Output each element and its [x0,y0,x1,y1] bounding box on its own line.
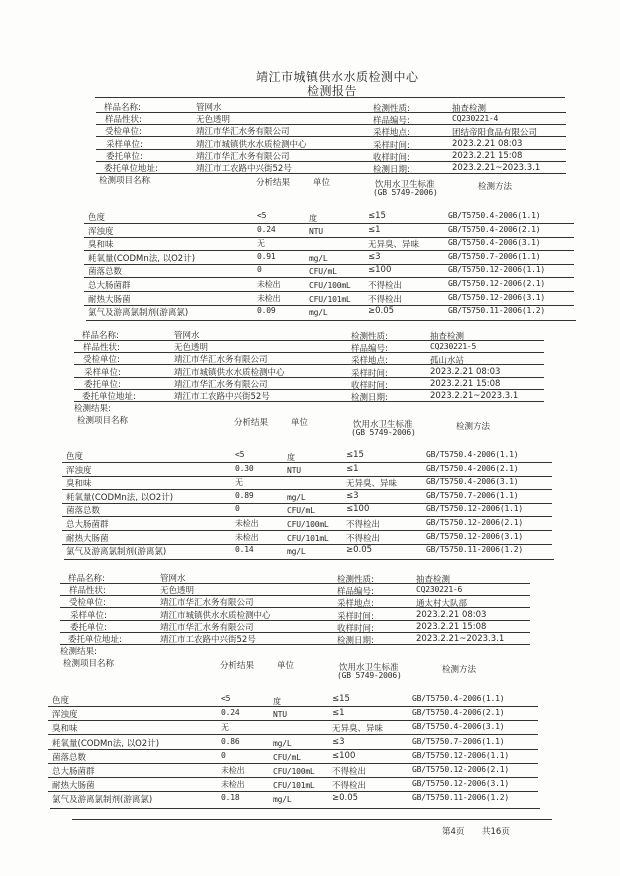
row-rule [74,352,544,353]
report-title: 检测报告 [307,84,358,98]
item-unit: 度 [309,214,317,223]
row-rule [60,595,530,596]
col-unit: 单位 [291,418,309,429]
item-standard: ≤15 [346,450,364,460]
value-sample-site: 孤山水站 [430,356,465,367]
item-name: 浑浊度 [88,226,114,237]
item-result: 无 [235,478,243,488]
row-rule [48,706,538,707]
label-sampler: 采样单位: [70,610,107,621]
item-standard: 不得检出 [368,294,403,305]
row-rule [48,791,538,792]
row-rule [64,559,554,560]
item-name: 耐热大肠菌 [52,781,95,792]
item-standard: ≥0.05 [368,306,395,317]
item-method: GB/T5750.12-2006(3.1) [426,531,523,541]
item-method: GB/T5750.7-2006(1.1) [426,490,519,500]
item-unit: mg/L [273,795,292,805]
col-std1: 饮用水卫生标准 [353,420,413,431]
item-result: 0 [221,750,226,760]
label-item: 检测项目名称 [99,176,151,187]
value-sampler: 靖江市城镇供水水质检测中心 [160,610,271,621]
item-method: GB/T5750.12-2006(2.1) [448,279,545,288]
row-rule [74,401,544,402]
item-result: 无 [257,239,265,249]
label-sample-nature: 样品性状: [83,343,120,354]
row-rule [96,136,566,137]
item-result: 未检出 [257,293,281,303]
row-rule [60,644,530,645]
item-name: 耗氧量(CODMn法, 以O2计) [52,738,160,749]
item-standard: ≤3 [368,251,381,262]
item-method: GB/T5750.12-2006(1.1) [412,750,509,760]
row-rule [48,763,538,764]
value-sample-site: 团结帝阳食品有限公司 [452,128,538,139]
row-rule [96,124,566,125]
item-unit: mg/L [273,738,292,748]
item-name: 菌落总数 [66,506,101,517]
item-result: 0.24 [221,708,240,718]
value-sample-no: CQ230221-4 [452,114,499,124]
label-client: 受检单位: [83,355,120,366]
label-entrusting-addr: 委托单位地址: [68,635,122,645]
label-item: 检测项目名称 [77,416,129,427]
label-sample-no: 样品编号: [337,587,374,598]
item-name: 总大肠菌群 [88,281,131,291]
label-sample-nature: 样品性状: [69,586,106,597]
col-std1: 饮用水卫生标准 [375,180,435,191]
item-standard: ≤1 [346,463,359,474]
label-entrusting-addr: 委托单位地址: [104,164,158,174]
item-standard: 不得检出 [346,533,381,544]
value-sample-time: 2023.2.21 08:03 [416,609,487,620]
col-std2: (GB 5749-2006) [373,188,438,198]
item-method: GB/T5750.12-2006(3.1) [412,779,509,789]
item-unit: CFU/mL [287,506,315,516]
item-unit: mg/L [309,308,328,318]
item-result: <5 [221,694,231,703]
org-title: 靖江市城镇供水水质检测中心 [256,70,419,84]
item-standard: 不得检出 [332,781,367,792]
item-name: 色度 [88,213,106,223]
page-total: 共16页 [482,827,510,837]
col-std2: (GB 5749-2006) [337,671,402,681]
item-name: 菌落总数 [88,267,123,278]
label-detect-date: 检测日期: [337,636,374,646]
item-result: 0.14 [235,545,254,555]
item-standard: ≤3 [332,736,345,747]
value-entrusting-addr: 靖江市工农路中兴街52号 [196,164,292,174]
item-unit: CFU/100mL [273,767,315,776]
item-standard: 不得检出 [346,520,381,530]
label-result: 检测结果: [60,647,97,658]
value-client: 靖江市华汇水务有限公司 [160,598,254,609]
value-sample-nature: 无色透明 [174,343,209,354]
item-name: 耗氧量(CODMn法, 以O2计) [66,492,174,503]
row-rule [50,808,540,809]
col-std1: 饮用水卫生标准 [339,663,399,674]
header-rule [95,97,565,98]
item-method: GB/T5750.4-2006(2.1) [426,463,519,473]
item-unit: NTU [287,465,301,475]
item-unit: mg/L [287,492,306,502]
label-entrusting: 委托单位: [84,379,121,390]
item-unit: mg/L [287,547,306,557]
value-detect-nature: 抽查检测 [416,575,451,585]
item-name: 总大肠菌群 [52,767,95,777]
value-sample-name: 管网水 [196,103,222,113]
label-entrusting-addr: 委托单位地址: [82,392,136,402]
value-entrusting-addr: 靖江市工农路中兴街52号 [160,635,256,645]
item-unit: CFU/100mL [287,520,329,529]
item-standard: 无异臭、异味 [346,479,398,490]
col-result: 分析结果 [220,661,255,672]
item-method: GB/T5750.7-2006(1.1) [448,251,541,261]
item-method: GB/T5750.4-2006(1.1) [412,694,505,703]
row-rule [86,320,576,321]
label-detect-nature: 检测性质: [373,104,410,114]
value-detect-date: 2023.2.21~2023.3.1 [416,634,505,644]
item-method: GB/T5750.4-2006(3.1) [426,477,519,487]
item-unit: NTU [273,710,287,720]
item-result: 未检出 [235,532,259,542]
value-sample-nature: 无色透明 [196,115,231,126]
row-rule [60,632,530,633]
item-method: GB/T5750.11-2006(1.2) [448,306,545,316]
col-method: 检测方法 [456,422,491,433]
value-sample-no: CQ230221-5 [430,342,477,352]
item-result: 0 [235,504,240,514]
item-standard: ≤100 [368,265,392,276]
item-name: 浑浊度 [66,465,92,476]
col-method: 检测方法 [478,182,513,193]
item-unit: mg/L [309,253,328,263]
item-standard: ≥0.05 [346,545,373,556]
col-std2: (GB 5749-2006) [351,428,416,438]
item-result: 0.24 [257,224,276,234]
page-number: 第4页 [442,827,465,837]
label-sampler: 采样单位: [84,367,121,378]
item-method: GB/T5750.4-2006(2.1) [448,224,541,234]
label-receive-time: 收样时间: [337,623,374,634]
footer-rule [72,819,552,820]
label-sample-time: 采样时间: [337,611,374,622]
item-result: 0.86 [221,736,240,746]
value-entrusting: 靖江市华汇水务有限公司 [160,622,254,633]
value-detect-nature: 抽查检测 [452,104,487,114]
label-sample-name: 样品名称: [82,331,119,341]
row-rule [96,112,566,113]
col-unit: 单位 [277,661,295,672]
item-result: 0.30 [235,463,254,473]
value-sample-site: 通太村大队部 [416,599,468,610]
item-method: GB/T5750.7-2006(1.1) [412,736,505,746]
item-name: 总大肠菌群 [66,520,109,530]
col-unit: 单位 [313,178,331,189]
item-unit: CFU/mL [273,752,301,762]
label-sample-site: 采样地点: [337,599,374,610]
label-detect-nature: 检测性质: [351,332,388,342]
item-unit: CFU/101mL [287,533,329,543]
col-result: 分析结果 [234,418,269,429]
item-method: GB/T5750.12-2006(1.1) [426,504,523,514]
label-sample-no: 样品编号: [373,116,410,127]
value-receive-time: 2023.2.21 15:08 [416,621,487,632]
row-rule [60,620,530,621]
item-unit: CFU/mL [309,267,337,277]
label-receive-time: 收样时间: [351,380,388,391]
row-rule [74,389,544,390]
label-item: 检测项目名称 [63,659,115,670]
value-sample-name: 管网水 [174,331,200,341]
item-standard: 无异臭、异味 [332,724,384,735]
value-sample-time: 2023.2.21 08:03 [430,366,501,377]
label-sampler: 采样单位: [106,139,143,150]
item-unit: CFU/100mL [309,281,351,290]
item-result: 未检出 [235,519,259,528]
value-sampler: 靖江市城镇供水水质检测中心 [174,367,285,378]
row-rule [74,340,544,341]
value-sample-time: 2023.2.21 08:03 [452,138,523,149]
row-rule [96,173,566,174]
label-sample-site: 采样地点: [351,356,388,367]
item-result: 0.89 [235,490,254,500]
item-name: 臭和味 [52,724,78,735]
value-sample-no: CQ230221-6 [416,585,463,595]
item-method: GB/T5750.12-2006(3.1) [448,292,545,302]
row-rule [96,161,566,162]
item-result: <5 [235,450,245,459]
item-result: 0.91 [257,251,276,261]
value-sample-nature: 无色透明 [160,586,195,597]
item-result: 未检出 [257,280,281,289]
item-standard: 不得检出 [368,281,403,291]
label-entrusting: 委托单位: [70,622,107,633]
item-result: 无 [221,723,229,733]
item-result: 0.18 [221,793,240,803]
item-standard: ≤100 [332,750,356,761]
value-sample-name: 管网水 [160,574,186,584]
label-sample-no: 样品编号: [351,344,388,355]
item-name: 耗氧量(CODMn法, 以O2计) [88,253,196,264]
row-rule [74,377,544,378]
item-method: GB/T5750.11-2006(1.2) [426,545,523,555]
value-detect-date: 2023.2.21~2023.3.1 [452,163,541,173]
item-method: GB/T5750.4-2006(3.1) [412,722,505,732]
row-rule [60,583,530,584]
item-standard: 无异臭、异味 [368,240,420,251]
label-sample-nature: 样品性状: [105,115,142,126]
col-result: 分析结果 [256,178,291,189]
item-standard: ≥0.05 [332,793,359,804]
item-unit: NTU [309,226,323,236]
row-rule [74,364,544,365]
item-method: GB/T5750.12-2006(2.1) [412,765,509,774]
item-result: 未检出 [221,780,245,790]
row-rule [48,749,538,750]
label-detect-date: 检测日期: [373,165,410,175]
item-name: 臭和味 [88,240,114,251]
label-detect-date: 检测日期: [351,393,388,403]
row-rule [48,734,538,735]
value-detect-nature: 抽查检测 [430,332,465,342]
item-standard: ≤100 [346,504,370,515]
item-name: 氯气及游离氯制剂(游离氯) [52,795,153,806]
label-client: 受检单位: [105,127,142,138]
item-standard: ≤15 [332,694,350,704]
item-standard: 不得检出 [332,767,367,777]
label-entrusting: 委托单位: [106,151,143,162]
item-method: GB/T5750.4-2006(1.1) [426,450,519,459]
item-method: GB/T5750.12-2006(1.1) [448,265,545,275]
item-standard: ≤15 [368,211,386,221]
item-standard: ≤1 [368,224,381,235]
item-unit: CFU/101mL [309,294,351,304]
value-entrusting-addr: 靖江市工农路中兴街52号 [174,392,270,402]
item-result: 未检出 [221,766,245,775]
item-result: 0.09 [257,306,276,316]
item-name: 耐热大肠菌 [88,294,131,305]
row-rule [48,720,538,721]
label-sample-time: 采样时间: [351,368,388,379]
label-receive-time: 收样时间: [373,152,410,163]
item-name: 耐热大肠菌 [66,533,109,544]
value-client: 靖江市华汇水务有限公司 [196,127,290,138]
value-entrusting: 靖江市华汇水务有限公司 [174,379,268,390]
label-sample-time: 采样时间: [373,140,410,151]
row-rule [60,607,530,608]
item-method: GB/T5750.12-2006(2.1) [426,518,523,527]
value-receive-time: 2023.2.21 15:08 [430,378,501,389]
row-rule [48,777,538,778]
label-sample-name: 样品名称: [104,103,141,113]
item-method: GB/T5750.4-2006(1.1) [448,211,541,220]
value-detect-date: 2023.2.21~2023.3.1 [430,391,519,401]
value-receive-time: 2023.2.21 15:08 [452,150,523,161]
item-method: GB/T5750.4-2006(2.1) [412,708,505,718]
item-name: 色度 [66,452,84,462]
item-name: 菌落总数 [52,752,87,763]
item-unit: 度 [287,453,295,462]
item-name: 臭和味 [66,479,92,490]
label-sample-name: 样品名称: [68,574,105,584]
value-entrusting: 靖江市华汇水务有限公司 [196,151,290,162]
label-detect-nature: 检测性质: [337,575,374,585]
item-result: 0 [257,265,262,275]
item-method: GB/T5750.4-2006(3.1) [448,238,541,248]
label-result: 检测结果: [74,404,111,415]
item-name: 浑浊度 [52,710,78,721]
item-name: 氯气及游离氯制剂(游离氯) [66,547,167,558]
value-sampler: 靖江市城镇供水水质检测中心 [196,139,307,150]
item-name: 色度 [52,696,70,706]
item-standard: ≤1 [332,708,345,719]
row-rule [96,149,566,150]
label-sample-site: 采样地点: [373,128,410,139]
label-client: 受检单位: [69,598,106,609]
item-result: <5 [257,211,267,220]
value-client: 靖江市华汇水务有限公司 [174,355,268,366]
item-unit: CFU/101mL [273,781,315,791]
col-method: 检测方法 [442,665,477,676]
item-standard: ≤3 [346,490,359,501]
item-name: 氯气及游离氯制剂(游离氯) [88,308,189,319]
item-unit: 度 [273,697,281,706]
item-method: GB/T5750.11-2006(1.2) [412,793,509,803]
